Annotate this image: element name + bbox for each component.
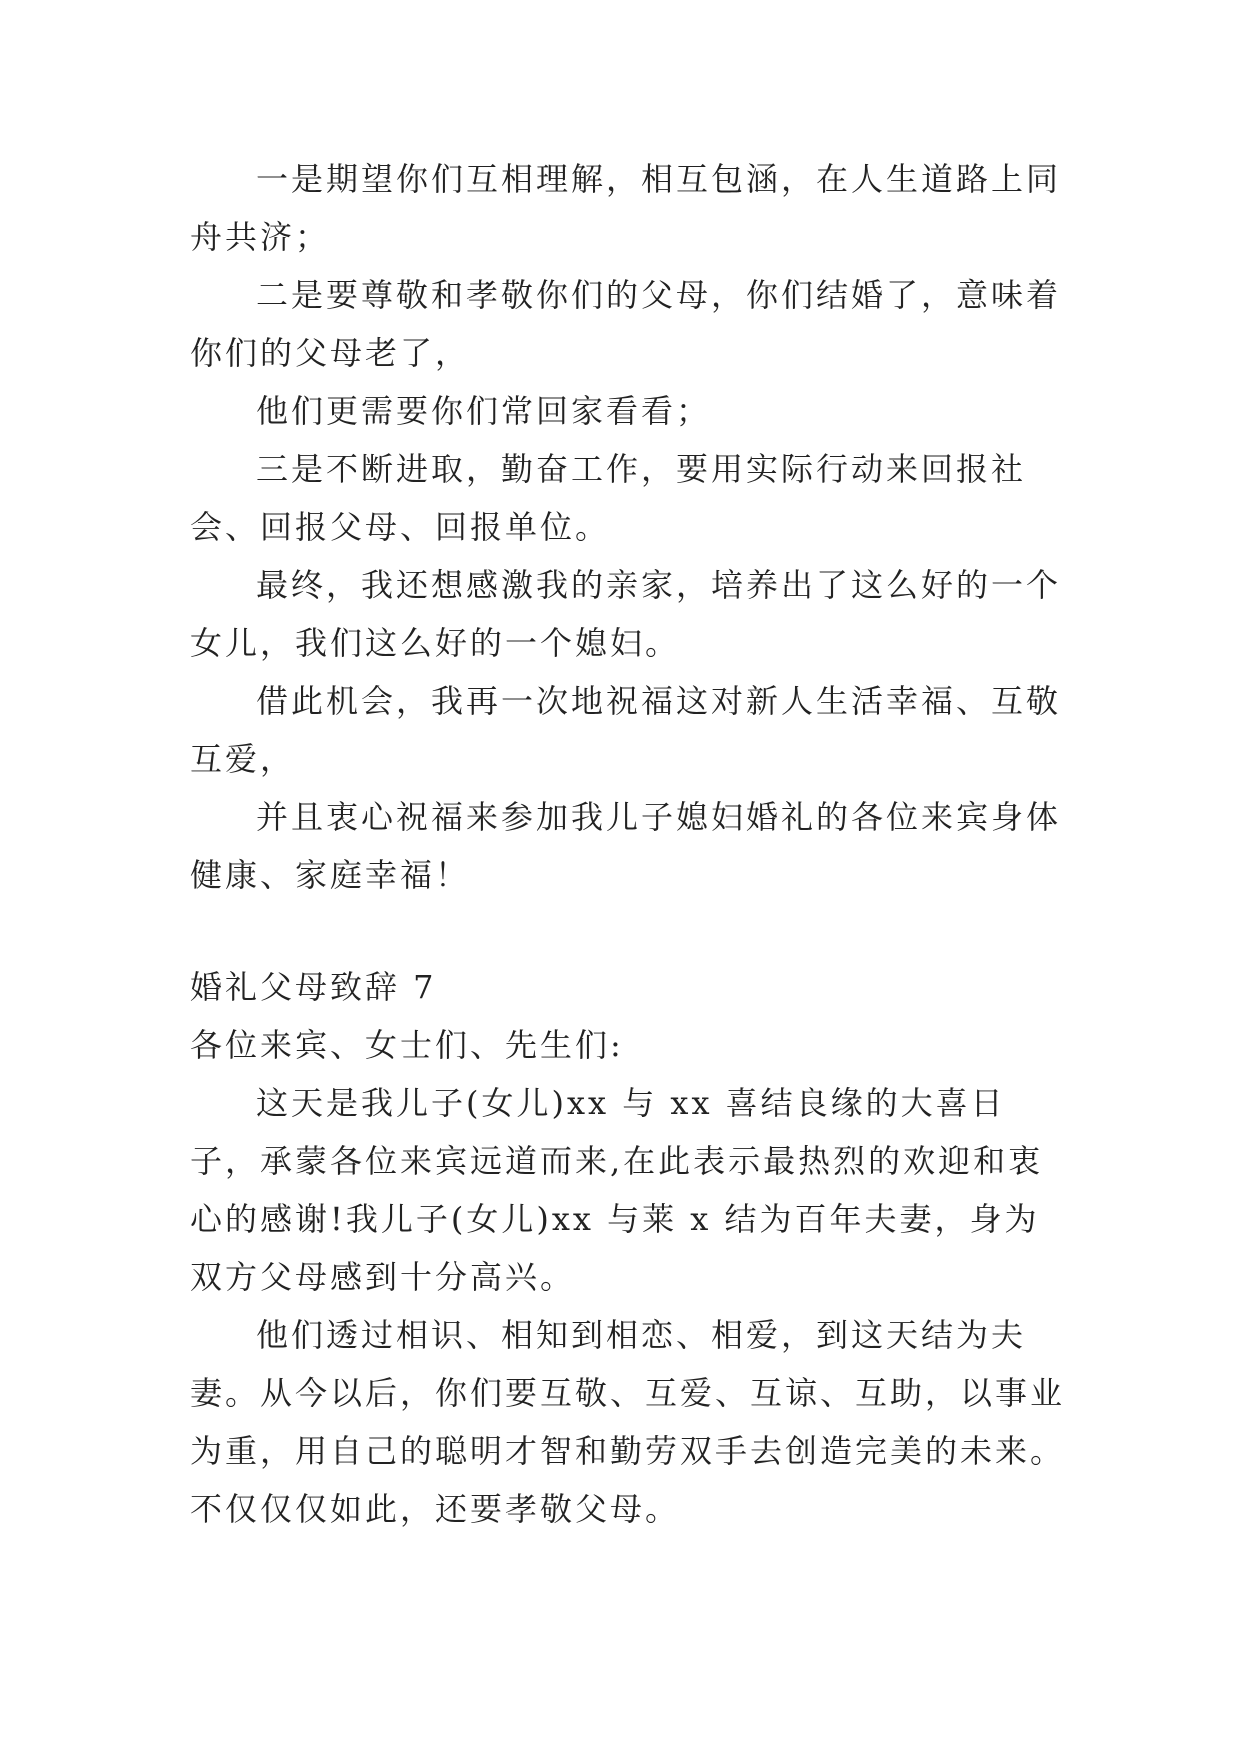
paragraph-visit-home: 他们更需要你们常回家看看； [256,392,712,430]
paragraph-work-hard: 三是不断进取，勤奋工作，要用实际行动来回报社会、回报父母、回报单位。 [190,450,1027,546]
paragraph-future-together: 他们透过相识、相知到相恋、相爱，到这天结为夫妻。从今以后，你们要互敬、互爱、互谅、互助，以事业为重，用自己的聪明才智和勤劳双手去创造完美的未来。不仅仅仅如此，还要孝敬父母。 [190,1316,1066,1528]
paragraph-wedding-day: 这天是我儿子(女儿)xx 与 xx 喜结良缘的大喜日子，承蒙各位来宾远道而来,在此表示最热烈的欢迎和衷心的感谢!我儿子(女儿)xx 与莱 x 结为百年夫妻，身为双方父母感到十分高兴。 [190,1084,1044,1296]
section-spacer [190,904,1070,958]
paragraph-bless-guests: 并且衷心祝福来参加我儿子媳妇婚礼的各位来宾身体健康、家庭幸福！ [190,798,1062,894]
paragraph-hope-understanding: 一是期望你们互相理解，相互包涵，在人生道路上同舟共济； [190,160,1062,256]
paragraph-thank-in-laws: 最终，我还想感激我的亲家，培养出了这么好的一个女儿，我们这么好的一个媳妇。 [190,566,1062,662]
document-body [190,150,1070,1538]
paragraph-bless-couple: 借此机会，我再一次地祝福这对新人生活幸福、互敬互爱， [190,682,1062,778]
section-title: 婚礼父母致辞 7 [190,968,437,1006]
greeting-line: 各位来宾、女士们、先生们: [190,1026,624,1064]
paragraph-respect-parents: 二是要尊敬和孝敬你们的父母，你们结婚了，意味着你们的父母老了， [190,276,1062,372]
